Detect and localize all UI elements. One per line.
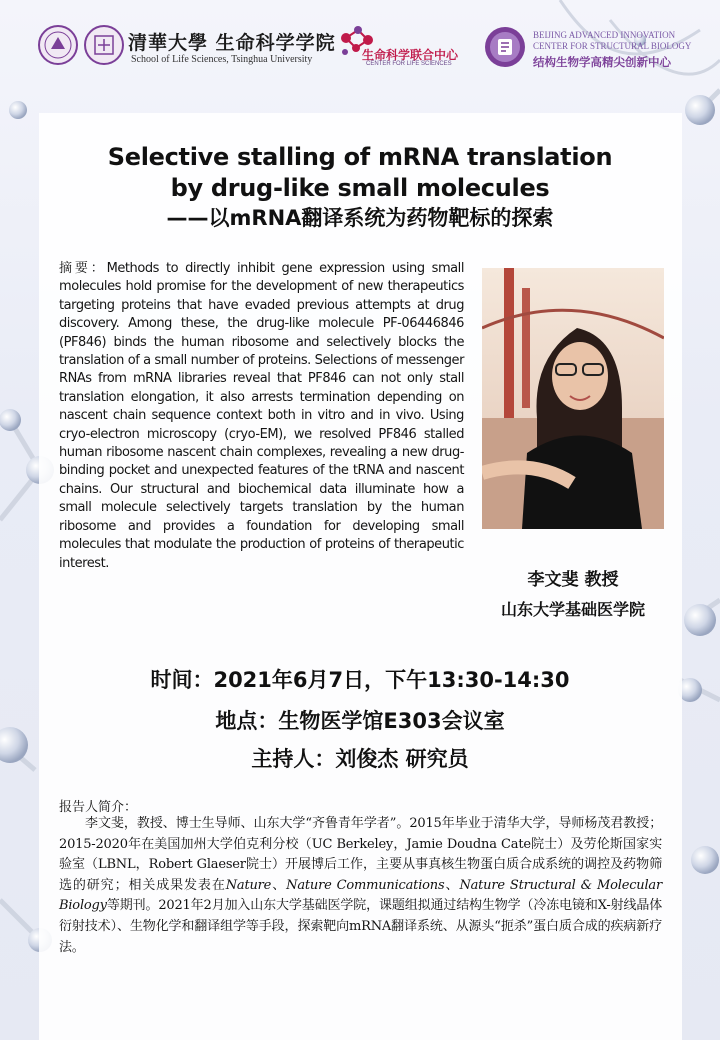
journal-separator: 、	[444, 877, 460, 893]
talk-title-line2: by drug-like small molecules	[170, 174, 550, 202]
abstract-label: 摘要：	[59, 261, 107, 276]
bio-text-part1: 李文斐，教授、博士生导师、山东大学“齐鲁青年学者”。2015年毕业于清华大学，导师杨茂君教授；2015-2020年在美国加州大学伯克利分校（UC Berkeley，Jamie Doudna Cate院士）及劳伦斯国家实验室（LBNL，Robert Glaeser院士）开展博后工作，主要从事真核生物蛋白质合成系统的调控及药物筛选的研究；相关成果发表在	[59, 816, 662, 893]
clsc-title: 生命科学联合中心	[362, 48, 459, 62]
bai-cs-logo	[484, 26, 526, 68]
event-host: 主持人：刘俊杰 研究员	[251, 747, 469, 771]
tsinghua-school-subtitle: School of Life Sciences, Tsinghua University	[131, 54, 313, 65]
bai-english-name	[533, 30, 691, 52]
abstract	[59, 260, 464, 573]
bai-chinese-name: 结构生物学高精尖创新中心	[533, 55, 671, 69]
journal-nature: Nature	[225, 877, 272, 893]
speaker-photo	[482, 268, 664, 529]
speaker-affiliation: 山东大学基础医学院	[500, 600, 645, 619]
event-time: 时间：2021年6月7日，下午13:30-14:30	[150, 668, 570, 692]
event-place: 地点：生物医学馆E303会议室	[215, 709, 505, 733]
life-sciences-seal-logo	[84, 25, 124, 65]
header	[0, 0, 720, 100]
journal-nature-communications: Nature Communications	[286, 877, 445, 893]
bio-heading: 报告人简介：	[59, 800, 138, 815]
bio-text-part2: 等期刊。2021年2月加入山东大学基础医学院，课题组拟通过结构生物学（冷冻电镜和X-射线晶体衍射技术）、生物化学和翻译组学等手段，探索靶向mRNA翻译系统、从源头“扼杀”蛋白质合成的疾病新疗法。	[59, 898, 662, 955]
journal-separator: 、	[271, 877, 287, 893]
talk-title	[0, 142, 720, 232]
speaker-bio	[59, 814, 662, 958]
journal-nsmb: Nature Structural & Molecular Biology	[59, 877, 662, 914]
bai-en-line2: CENTER FOR STRUCTURAL BIOLOGY	[533, 41, 692, 51]
speaker-name: 李文斐 教授	[527, 570, 619, 590]
talk-title-chinese: ——以mRNA翻译系统为药物靶标的探索	[166, 206, 554, 230]
bai-en-line1: BEIJING ADVANCED INNOVATION	[533, 30, 676, 40]
tsinghua-seal-logo	[38, 25, 78, 65]
talk-title-line1: Selective stalling of mRNA translation	[107, 143, 613, 171]
abstract-text: Methods to directly inhibit gene expression using small molecules hold promise for the development of new therapeutics targeting proteins that have evaded previous attempts at drug discovery. Among these, the drug-like molecule PF-06446846 (PF846) binds the human ribosome and selectively blocks the translation of a small number of proteins. Selections of messenger RNAs from mRNA libraries reveal that PF846 can not only stall translation elongation, it also arrests termination depending on nascent chain sequence context both in vitro and in vivo. Using cryo-electron microscopy (cryo-EM), we resolved PF846 stalled human ribosome nascent chain complexes, revealing a new drug-binding pocket and unexpected features of the tRNA and nascent chains. Our structural and biochemical data illuminate how a small molecule selectively targets translation by the human ribosome and provides a foundation for developing small molecules that modulate the production of proteins of therapeutic interest.	[59, 261, 465, 571]
tsinghua-school-title: 清華大學 生命科学学院	[128, 32, 336, 54]
clsc-subtitle: CENTER FOR LIFE SCIENCES	[366, 61, 452, 67]
